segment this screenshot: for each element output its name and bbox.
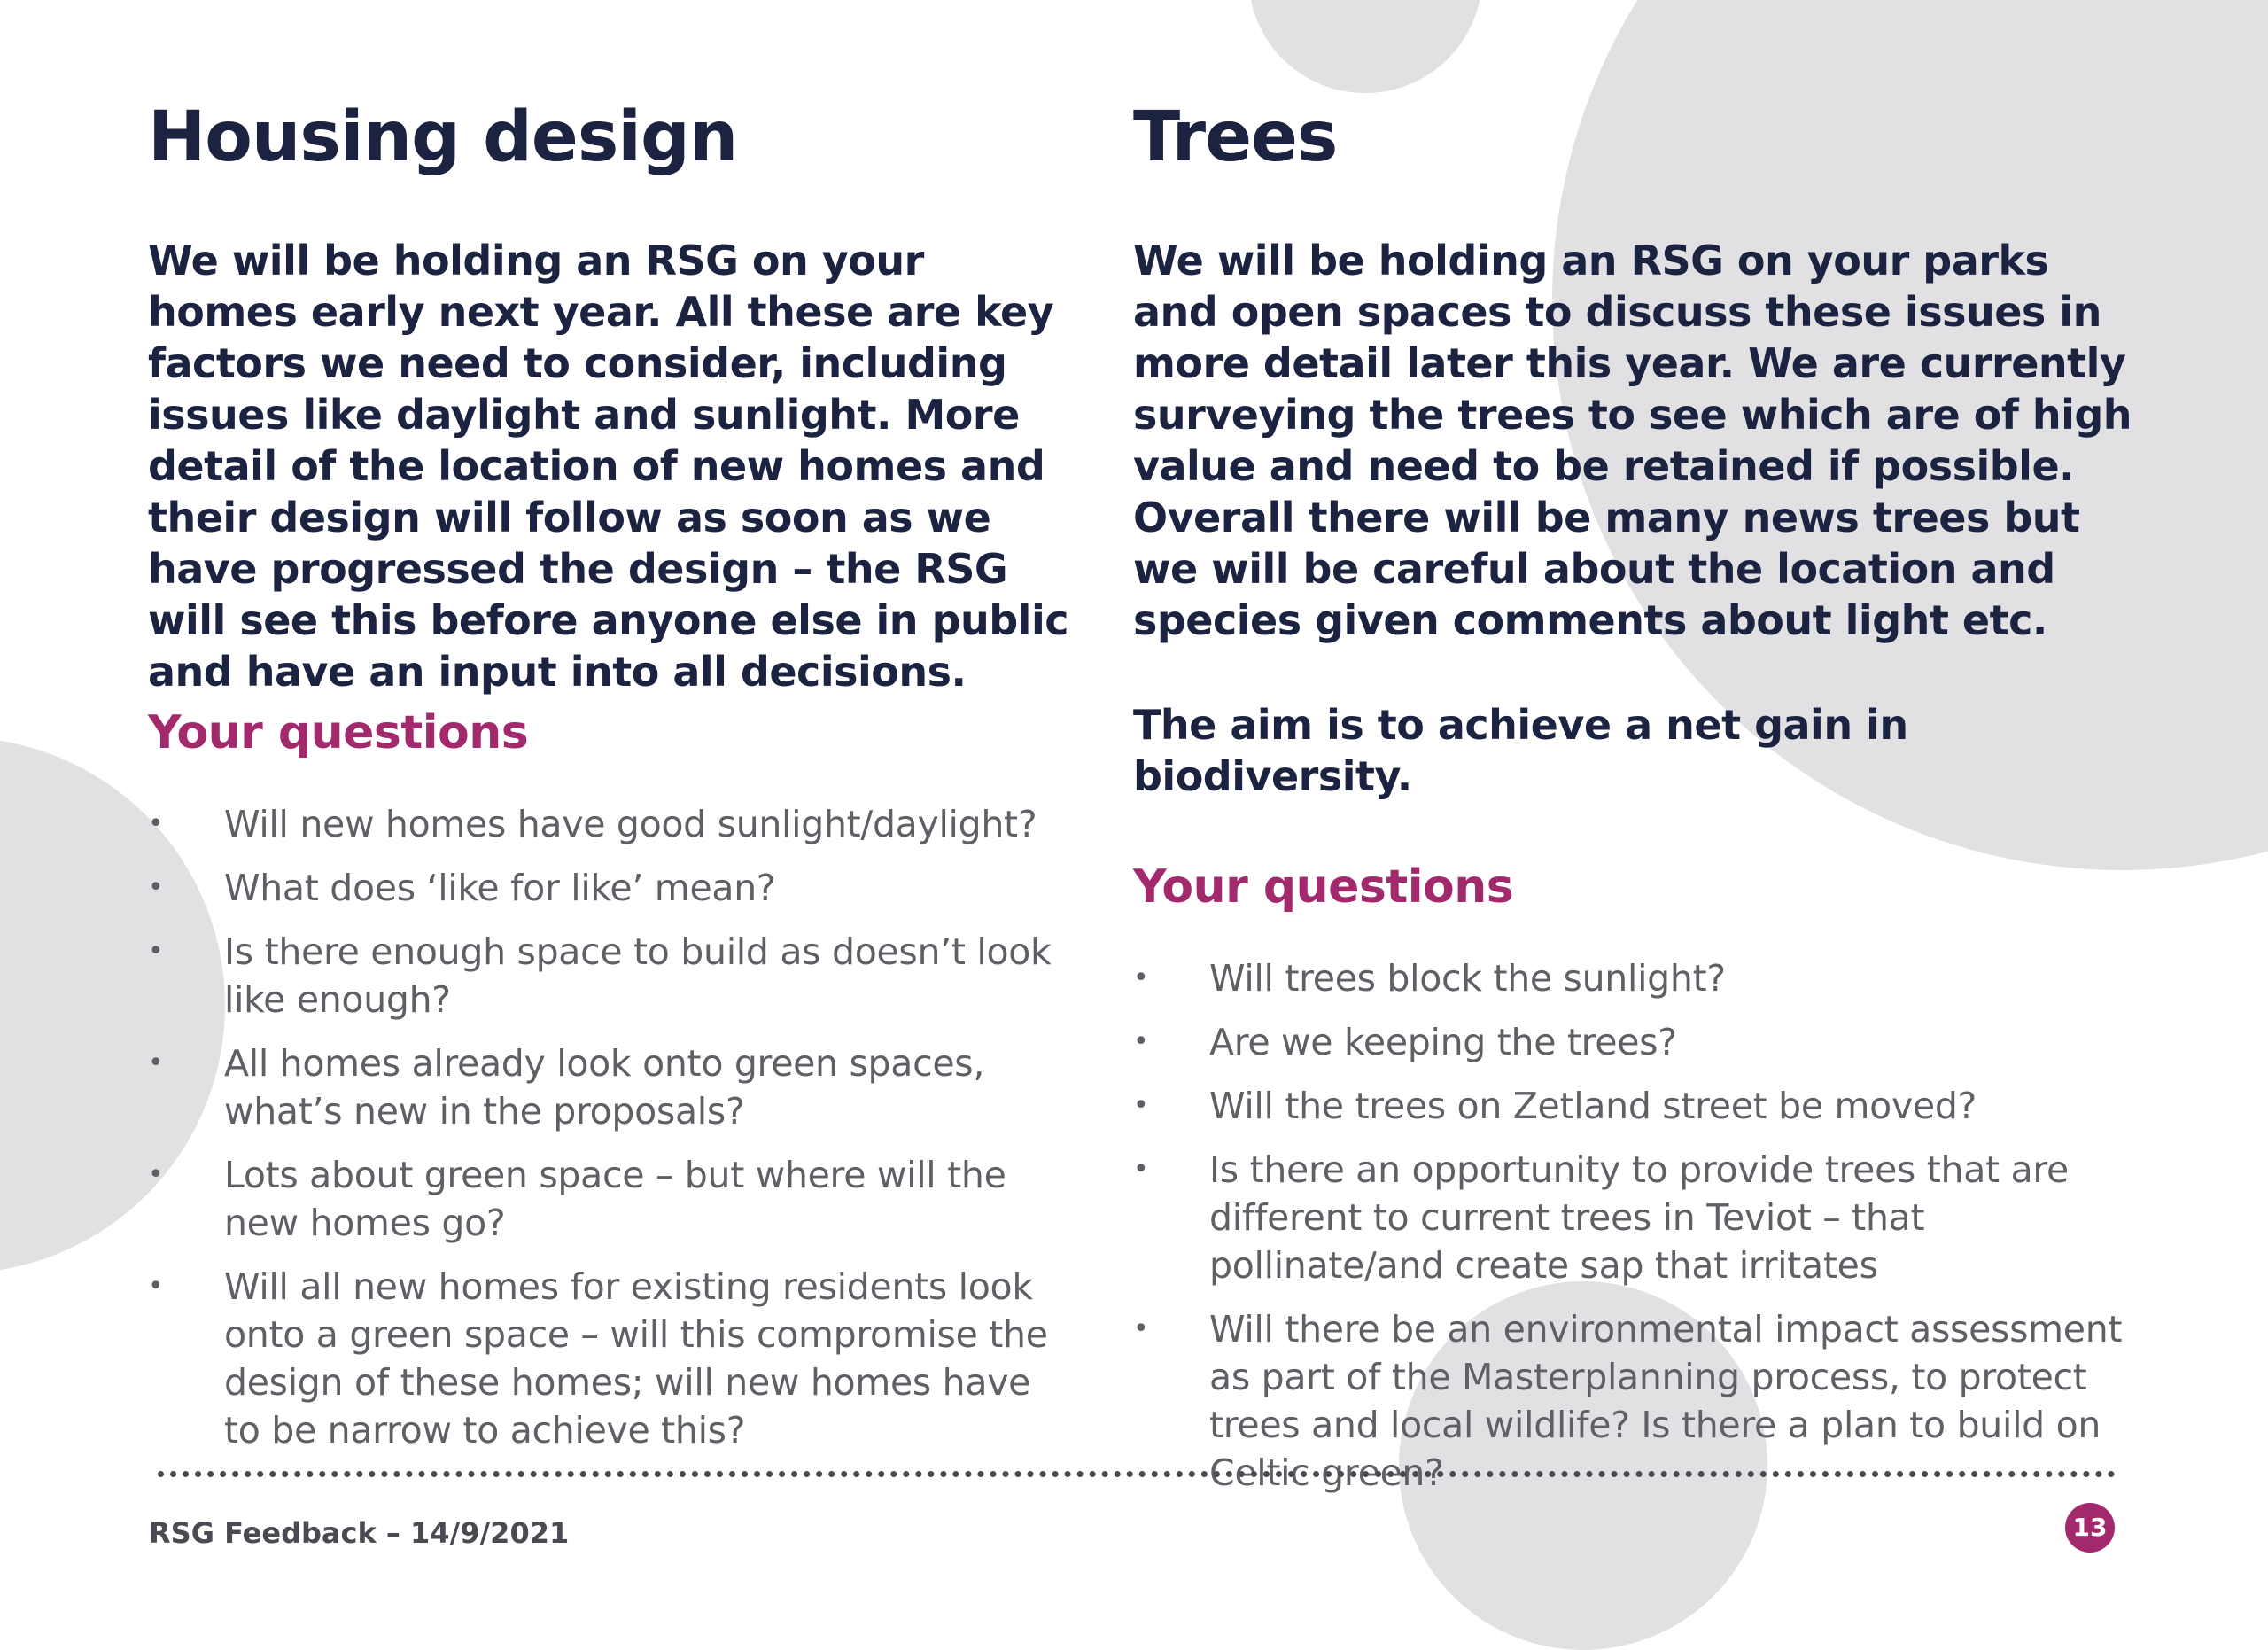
bullet-icon: • xyxy=(148,1271,164,1302)
housing-questions-list xyxy=(148,800,1069,1454)
housing-design-title: Housing design xyxy=(148,97,738,177)
question-text: Is there enough space to build as doesn’t look like enough? xyxy=(224,930,1052,1021)
bullet-icon: • xyxy=(148,872,164,903)
question-item xyxy=(148,1151,1069,1247)
question-item xyxy=(148,1039,1069,1135)
question-text: Will trees block the sunlight? xyxy=(1209,957,1726,1000)
trees-title: Trees xyxy=(1133,97,1338,177)
housing-questions-heading: Your questions xyxy=(148,706,529,759)
trees-intro: We will be holding an RSG on your parks and open spaces to discuss these issues in more detail later this year. We are currently surveying the trees to see which are of high value and need to be retained if possible. Overall there will be many news trees but we will be careful about the location and species given comments about light etc. xyxy=(1133,237,2132,644)
trees-section xyxy=(1133,93,2134,1513)
question-item xyxy=(148,928,1069,1023)
question-item xyxy=(1133,1018,2134,1066)
question-text: Is there an opportunity to provide trees that are different to current trees in Teviot – that pollinate/and create sap that irritates xyxy=(1209,1148,2069,1287)
housing-design-intro: We will be holding an RSG on your homes early next year. All these are key factors we need to consider, including issues like daylight and sunlight. More detail of the location of new homes and their design will follow as soon as we have progressed the design – the RSG will see this before anyone else in public and have an input into all decisions. xyxy=(148,237,1068,696)
bullet-icon: • xyxy=(1133,962,1149,993)
page-number-badge: 13 xyxy=(2065,1503,2115,1553)
bullet-icon: • xyxy=(1133,1154,1149,1185)
question-item xyxy=(1133,1082,2134,1130)
question-text: Will new homes have good sunlight/daylight? xyxy=(224,803,1037,845)
question-text: Are we keeping the trees? xyxy=(1209,1021,1677,1063)
trees-questions-list xyxy=(1133,954,2134,1497)
question-text: Will all new homes for existing residents look onto a green space – will this compromise the design of these homes; will new homes have to be narrow to achieve this? xyxy=(224,1265,1048,1452)
footer-label: RSG Feedback – 14/9/2021 xyxy=(149,1516,570,1550)
bullet-icon: • xyxy=(148,936,164,967)
question-text: What does ‘like for like’ mean? xyxy=(224,867,776,909)
bullet-icon: • xyxy=(1133,1313,1149,1344)
bullet-icon: • xyxy=(1133,1026,1149,1057)
question-item xyxy=(1133,954,2134,1002)
question-text: Will the trees on Zetland street be moved? xyxy=(1209,1085,1977,1127)
housing-design-section xyxy=(148,93,1069,1470)
trees-aim-statement: The aim is to achieve a net gain in biodiversity. xyxy=(1133,701,1908,800)
bullet-icon: • xyxy=(148,1047,164,1078)
question-text: Will there be an environmental impact assessment as part of the Masterplanning process, to protect trees and local wildlife? Is there a plan to build on Celtic green? xyxy=(1209,1308,2123,1494)
question-text: Lots about green space – but where will the new homes go? xyxy=(224,1154,1006,1244)
question-item xyxy=(1133,1146,2134,1289)
question-item xyxy=(148,1263,1069,1454)
footer-divider xyxy=(158,1471,2116,1477)
question-text: All homes already look onto green spaces, what’s new in the proposals? xyxy=(224,1042,985,1132)
trees-questions-heading: Your questions xyxy=(1133,860,1514,914)
question-item xyxy=(148,864,1069,912)
question-item xyxy=(1133,1305,2134,1497)
bullet-icon: • xyxy=(1133,1090,1149,1121)
question-item xyxy=(148,800,1069,848)
bullet-icon: • xyxy=(148,1159,164,1190)
bullet-icon: • xyxy=(148,808,164,839)
